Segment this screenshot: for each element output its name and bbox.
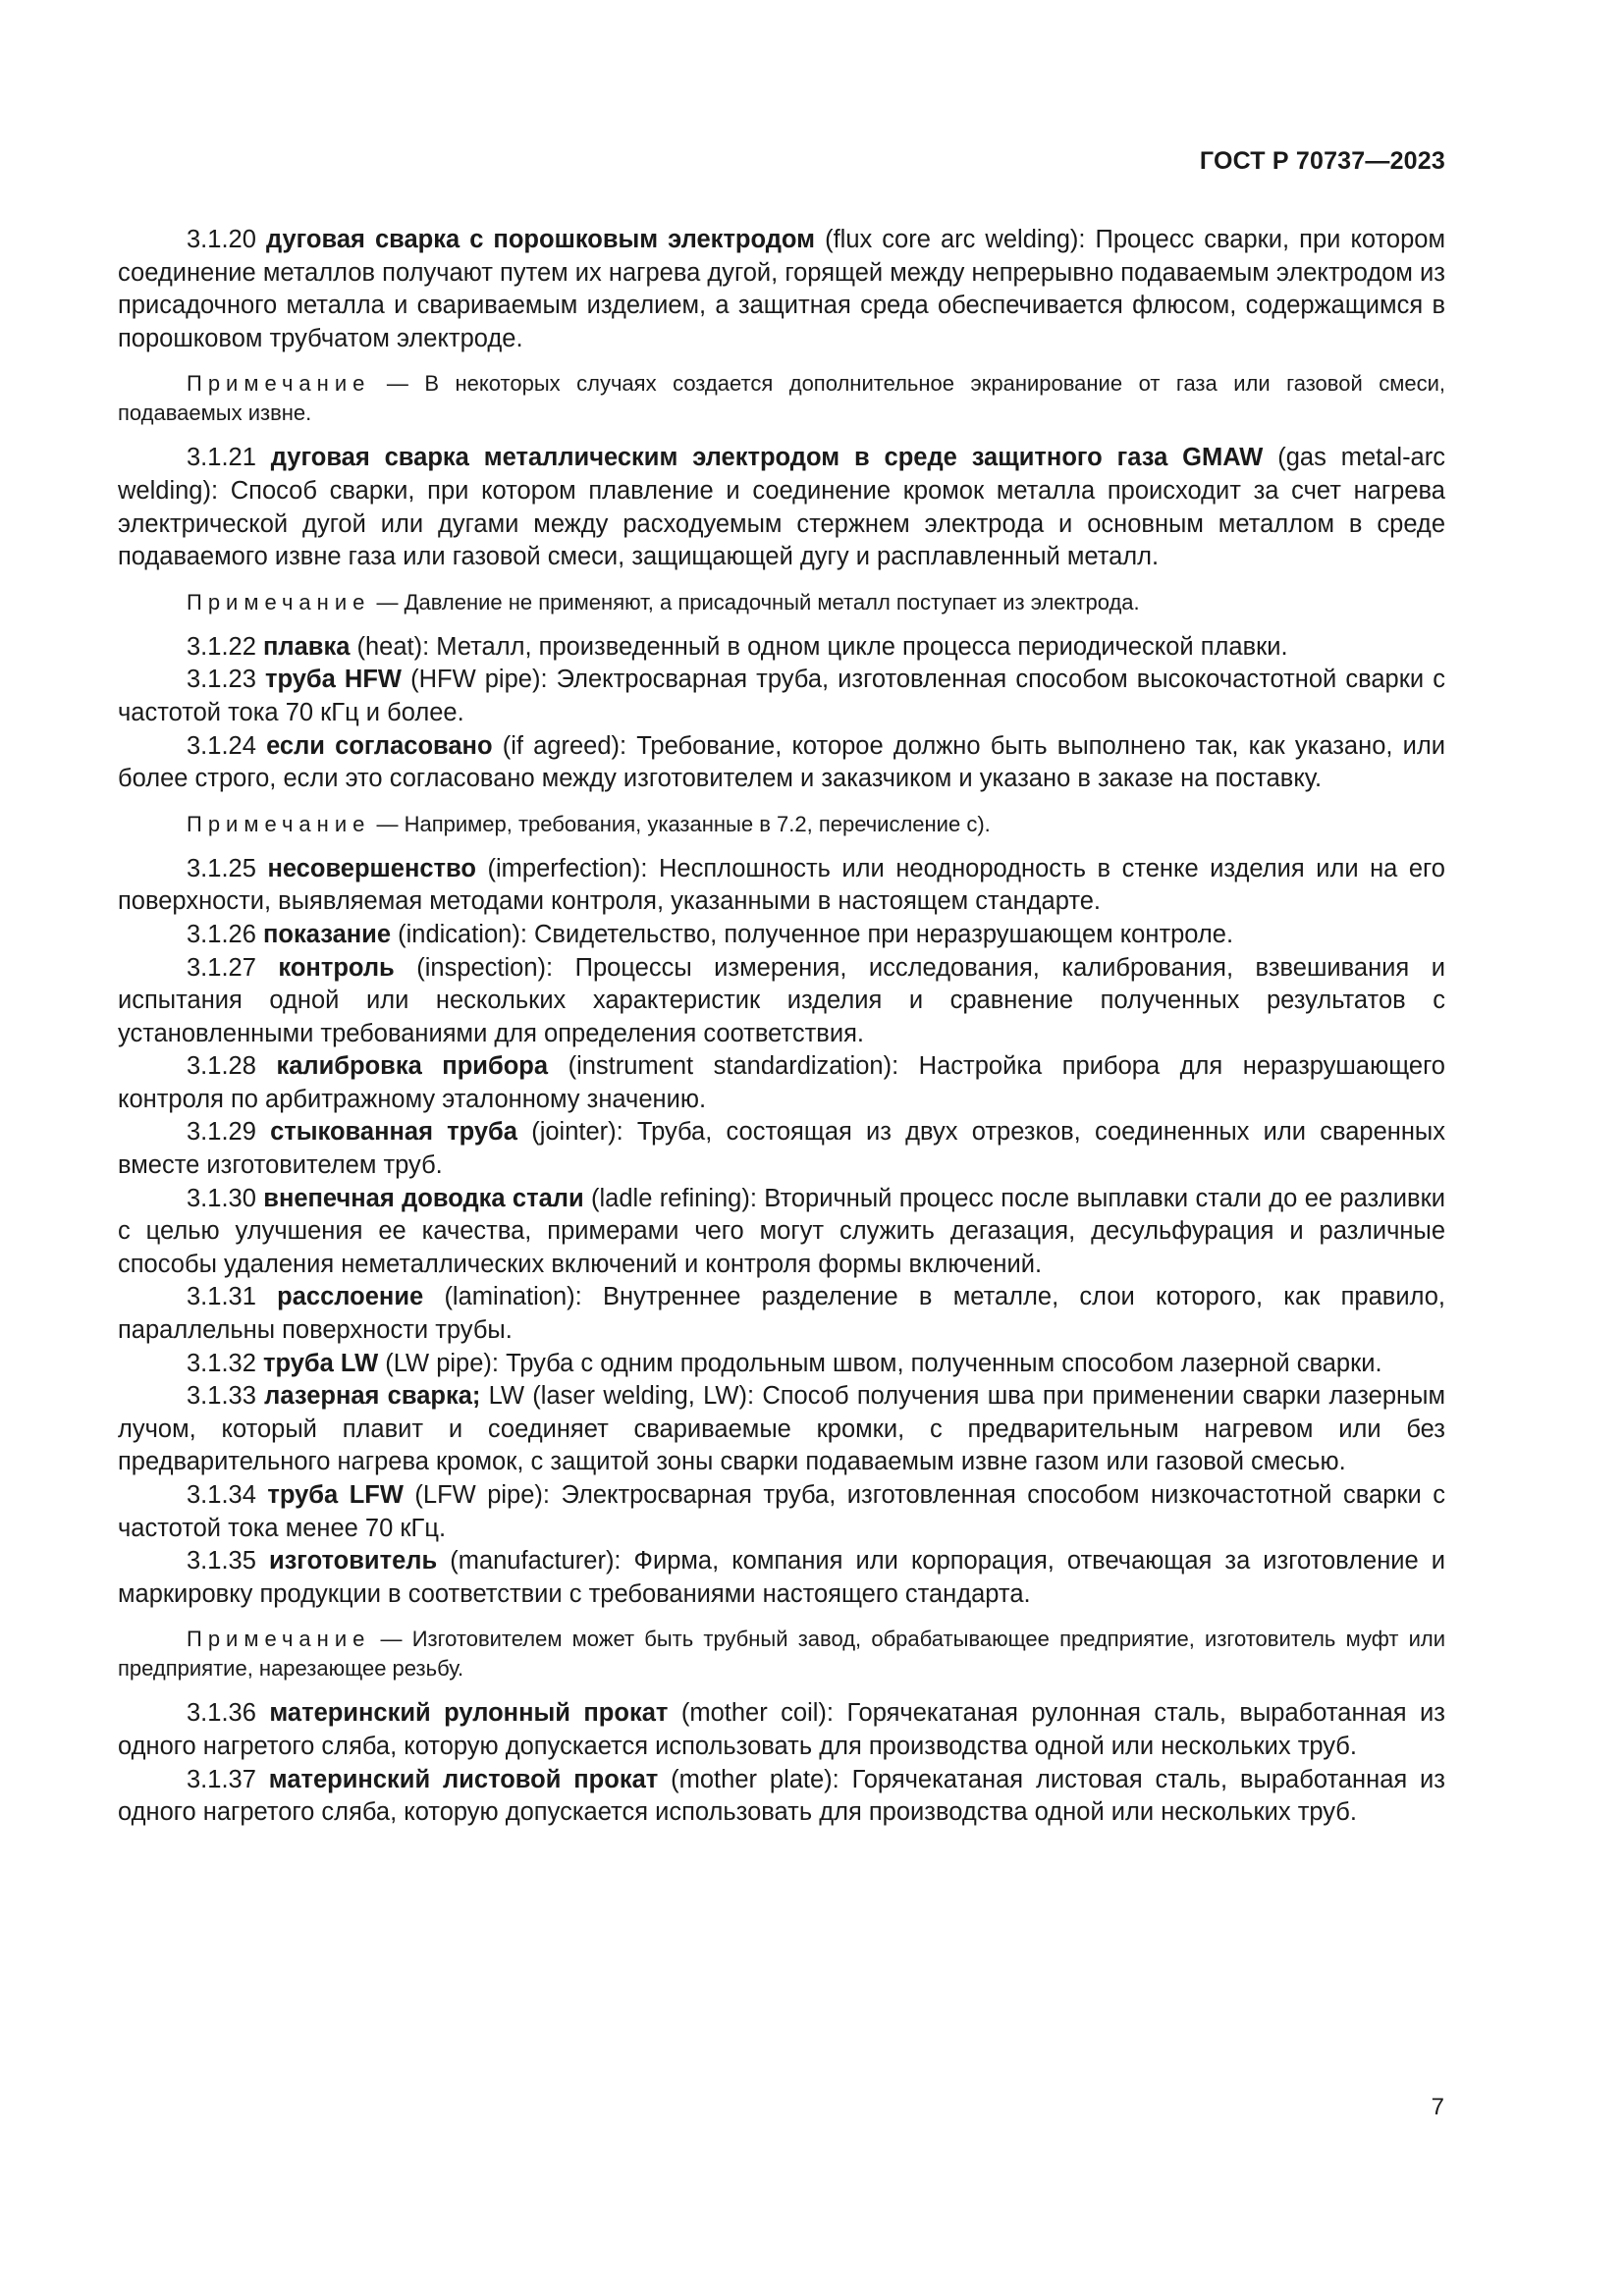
- term-title: труба HFW: [265, 666, 402, 694]
- term-entry-3-1-33: [118, 1380, 1445, 1479]
- term-title: стыкованная труба: [270, 1118, 517, 1147]
- term-definition: (gas metal-arc welding): Способ сварки, при котором плавление и соединение кромок металла происходит за счет нагрева электрической дугой или дугами между расходуемым стержнем электрода и основным металлом в среде подаваемого извне газа или газовой смеси, защищающей дугу и расплавленный металл.: [118, 444, 1445, 571]
- term-number: 3.1.29: [187, 1118, 256, 1147]
- term-title: материнский рулонный прокат: [269, 1699, 669, 1728]
- term-number: 3.1.30: [187, 1184, 256, 1212]
- term-definition: (if agreed): Требование, которое должно быть выполнено так, как указано, или более строго, если это согласовано между изготовителем и заказчиком и указано в заказе на поставку.: [118, 731, 1446, 793]
- note-text: — Изготовителем может быть трубный завод, обрабатывающее предприятие, изготовитель муфт или предприятие, нарезающее резьбу.: [118, 1627, 1445, 1682]
- term-number: 3.1.34: [187, 1481, 256, 1509]
- term-title: показание: [263, 920, 392, 948]
- term-definition: (manufacturer): Фирма, компания или корпорация, отвечающая за изготовление и маркировку продукции в соответствии с требованиями настоящего стандарта.: [118, 1547, 1445, 1608]
- term-definition: (heat): Металл, произведенный в одном цикле процесса периодической плавки.: [350, 632, 1288, 661]
- term-entry-3-1-20: [118, 224, 1445, 355]
- term-number: 3.1.36: [187, 1699, 256, 1728]
- note: [118, 810, 1445, 839]
- note-text: — Давление не применяют, а присадочный металл поступает из электрода.: [370, 589, 1140, 614]
- note: [118, 1625, 1445, 1683]
- note-text: — Например, требования, указанные в 7.2, перечисление с).: [370, 811, 991, 836]
- term-number: 3.1.25: [187, 854, 256, 882]
- term-title: труба LW: [263, 1349, 379, 1377]
- term-title: лазерная сварка;: [264, 1382, 481, 1411]
- page-number: 7: [1431, 2094, 1444, 2120]
- term-title: несовершенство: [267, 854, 476, 882]
- term-entry-3-1-21: [118, 442, 1445, 573]
- term-title: труба LFW: [267, 1481, 404, 1509]
- term-entry-3-1-34: [118, 1479, 1445, 1545]
- term-entry-3-1-27: [118, 952, 1445, 1051]
- term-definition: (jointer): Труба, состоящая из двух отрезков, соединенных или сваренных вместе изготовителем труб.: [118, 1118, 1445, 1180]
- term-number: 3.1.24: [187, 731, 256, 760]
- terms-section: [118, 224, 1445, 1830]
- term-title: контроль: [278, 953, 395, 982]
- term-entry-3-1-36: [118, 1697, 1445, 1763]
- term-entry-3-1-25: [118, 853, 1445, 919]
- term-number: 3.1.28: [187, 1052, 256, 1081]
- term-definition: (LW pipe): Труба с одним продольным швом, полученным способом лазерной сварки.: [378, 1349, 1382, 1377]
- term-number: 3.1.35: [187, 1547, 256, 1575]
- term-definition: (lamination): Внутреннее разделение в металле, слои которого, как правило, параллельны поверхности трубы.: [118, 1283, 1446, 1345]
- term-entry-3-1-35: [118, 1545, 1445, 1611]
- note-label: Примечание: [187, 371, 371, 397]
- term-title: внепечная доводка стали: [263, 1184, 584, 1212]
- term-title: материнский листовой прокат: [268, 1765, 659, 1793]
- term-title: плавка: [263, 632, 351, 661]
- note: [118, 588, 1445, 617]
- term-entry-3-1-28: [118, 1050, 1445, 1116]
- term-definition: (HFW pipe): Электросварная труба, изготовленная способом высокочастотной сварки с частотой тока 70 кГц и более.: [118, 666, 1445, 726]
- term-definition: (flux core arc welding): Процесс сварки, при котором соединение металлов получают путем их нагрева дугой, горящей между непрерывно подаваемым электродом из присадочного металла и свариваемым изделием, а защитная среда обеспечивается флюсом, содержащимся в порошковом трубчатом электроде.: [118, 226, 1445, 352]
- term-entry-3-1-23: [118, 664, 1445, 729]
- term-entry-3-1-32: [118, 1348, 1445, 1381]
- term-definition: (ladle refining): Вторичный процесс после выплавки стали до ее разливки с целью улучшения ее качества, примерами чего могут служить дегазация, десульфурация и различные способы удаления неметаллических включений и контроля формы включений.: [118, 1184, 1445, 1278]
- term-title: изготовитель: [268, 1547, 438, 1575]
- term-definition: (mother coil): Горячекатаная рулонная сталь, выработанная из одного нагретого сляба, которую допускается использовать для производства одной или нескольких труб.: [118, 1699, 1445, 1760]
- term-entry-3-1-29: [118, 1116, 1445, 1182]
- note-label: Примечание: [187, 1627, 371, 1652]
- standard-designation: ГОСТ Р 70737—2023: [1199, 147, 1445, 175]
- term-entry-3-1-26: [118, 919, 1445, 952]
- term-number: 3.1.27: [187, 953, 256, 982]
- term-definition: (imperfection): Несплошность или неоднородность в стенке изделия или на его поверхности, выявляемая методами контроля, указанными в настоящем стандарте.: [118, 854, 1445, 916]
- term-number: 3.1.37: [187, 1765, 256, 1793]
- note-label: Примечание: [187, 589, 371, 614]
- term-entry-3-1-31: [118, 1281, 1445, 1347]
- term-title: если согласовано: [266, 731, 493, 760]
- term-number: 3.1.22: [187, 632, 256, 661]
- term-definition: (mother plate): Горячекатаная листовая сталь, выработанная из одного нагретого сляба, которую допускается использовать для производства одной или нескольких труб.: [118, 1765, 1445, 1827]
- note-label: Примечание: [187, 811, 371, 836]
- term-definition: (LFW pipe): Электросварная труба, изготовленная способом низкочастотной сварки с частотой тока менее 70 кГц.: [118, 1481, 1446, 1542]
- term-definition: LW (laser welding, LW): Способ получения шва при применении сварки лазерным лучом, который плавит и соединяет свариваемые кромки, с предварительным нагревом или без предварительного нагрева кромок, с защитой зоны сварки подаваемым извне газом или газовой смесью.: [118, 1382, 1445, 1476]
- term-title: калибровка прибора: [276, 1052, 549, 1081]
- note-text: — В некоторых случаях создается дополнительное экранирование от газа или газовой смеси, подаваемых извне.: [118, 371, 1445, 426]
- term-number: 3.1.32: [187, 1349, 256, 1377]
- term-number: 3.1.33: [187, 1382, 256, 1411]
- term-entry-3-1-37: [118, 1764, 1445, 1830]
- term-title: дуговая сварка металлическим электродом в среде защитного газа GMAW: [270, 444, 1264, 472]
- term-number: 3.1.21: [187, 444, 256, 472]
- note: [118, 369, 1445, 428]
- term-title: дуговая сварка с порошковым электродом: [265, 226, 816, 253]
- term-number: 3.1.23: [187, 666, 256, 694]
- term-entry-3-1-30: [118, 1183, 1445, 1282]
- term-number: 3.1.26: [187, 920, 256, 948]
- term-entry-3-1-22: [118, 631, 1445, 665]
- term-entry-3-1-24: [118, 730, 1445, 796]
- term-number: 3.1.31: [187, 1283, 256, 1311]
- term-title: расслоение: [277, 1283, 424, 1311]
- term-definition: (indication): Свидетельство, полученное при неразрушающем контроле.: [391, 920, 1234, 948]
- term-number: 3.1.20: [187, 226, 256, 253]
- term-definition: (instrument standardization): Настройка прибора для неразрушающего контроля по арбитражному эталонному значению.: [118, 1052, 1445, 1113]
- term-definition: (inspection): Процессы измерения, исследования, калибрования, взвешивания и испытания одной или нескольких характеристик изделия и сравнение полученных результатов с установленными требованиями для определения соответствия.: [118, 953, 1445, 1047]
